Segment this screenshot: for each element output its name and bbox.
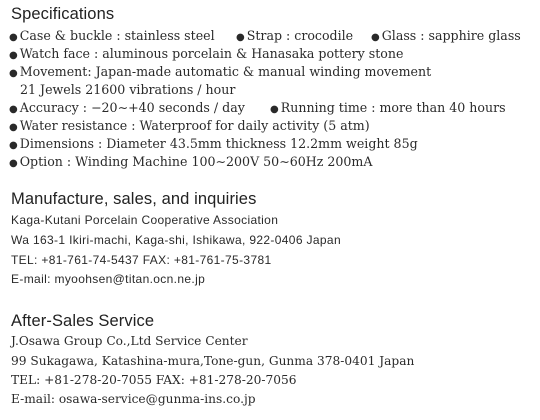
strap-spec <box>236 27 353 47</box>
watch-face-spec <box>9 45 403 63</box>
specifications-title: Specifications <box>11 5 115 23</box>
movement-detail-spec: 21 Jewels 21600 vibrations / hour <box>20 82 236 97</box>
manufacture-email: E-mail: myoohsen@titan.ocn.ne.jp <box>11 272 206 286</box>
dimensions-spec <box>9 135 418 153</box>
watch-face-text: Watch face : aluminous porcelain & Hanasaka pottery stone <box>19 46 404 61</box>
manufacture-address: Wa 163-1 Ikiri-machi, Kaga-shi, Ishikawa, 922-0406 Japan <box>11 233 341 247</box>
movement-spec <box>9 63 431 81</box>
bullet-icon: ● <box>236 32 245 43</box>
case-buckle-spec <box>9 27 215 47</box>
strap-text: Strap : crocodile <box>246 28 354 43</box>
option-spec <box>9 153 372 171</box>
bullet-icon: ● <box>9 32 18 43</box>
bullet-icon: ● <box>9 50 18 61</box>
accuracy-spec <box>9 99 245 119</box>
bullet-icon: ● <box>270 104 279 115</box>
option-text: Option : Winding Machine 100∼200V 50∼60Hz 200mA <box>19 154 373 169</box>
manufacture-title: Manufacture, sales, and inquiries <box>11 190 257 208</box>
glass-text: Glass : sapphire glass <box>381 28 521 43</box>
bullet-icon: ● <box>9 104 18 115</box>
after-sales-address: 99 Sukagawa, Katashina-mura,Tone-gun, Gunma 378-0401 Japan <box>11 354 415 368</box>
water-resistance-spec <box>9 117 370 135</box>
after-sales-company: J.Osawa Group Co.,Ltd Service Center <box>11 334 248 348</box>
after-sales-title: After-Sales Service <box>11 312 155 330</box>
case-buckle-text: Case & buckle : stainless steel <box>19 28 215 43</box>
accuracy-text: Accuracy : −20∼+40 seconds / day <box>19 100 245 115</box>
glass-spec <box>371 27 521 47</box>
manufacture-phone-fax: TEL: +81-761-74-5437 FAX: +81-761-75-3781 <box>11 253 272 267</box>
after-sales-phone-fax: TEL: +81-278-20-7055 FAX: +81-278-20-7056 <box>11 373 297 387</box>
bullet-icon: ● <box>371 32 380 43</box>
bullet-icon: ● <box>9 140 18 151</box>
running-time-spec <box>270 99 506 119</box>
movement-text: Movement: Japan-made automatic & manual winding movement <box>19 64 432 79</box>
after-sales-email: E-mail: osawa-service@gunma-ins.co.jp <box>11 392 256 406</box>
manufacture-company: Kaga-Kutani Porcelain Cooperative Association <box>11 213 279 227</box>
running-time-text: Running time : more than 40 hours <box>280 100 506 115</box>
bullet-icon: ● <box>9 122 18 133</box>
dimensions-text: Dimensions : Diameter 43.5mm thickness 12.2mm weight 85g <box>19 136 418 151</box>
bullet-icon: ● <box>9 68 18 79</box>
bullet-icon: ● <box>9 158 18 169</box>
water-resistance-text: Water resistance : Waterproof for daily activity (5 atm) <box>19 118 370 133</box>
